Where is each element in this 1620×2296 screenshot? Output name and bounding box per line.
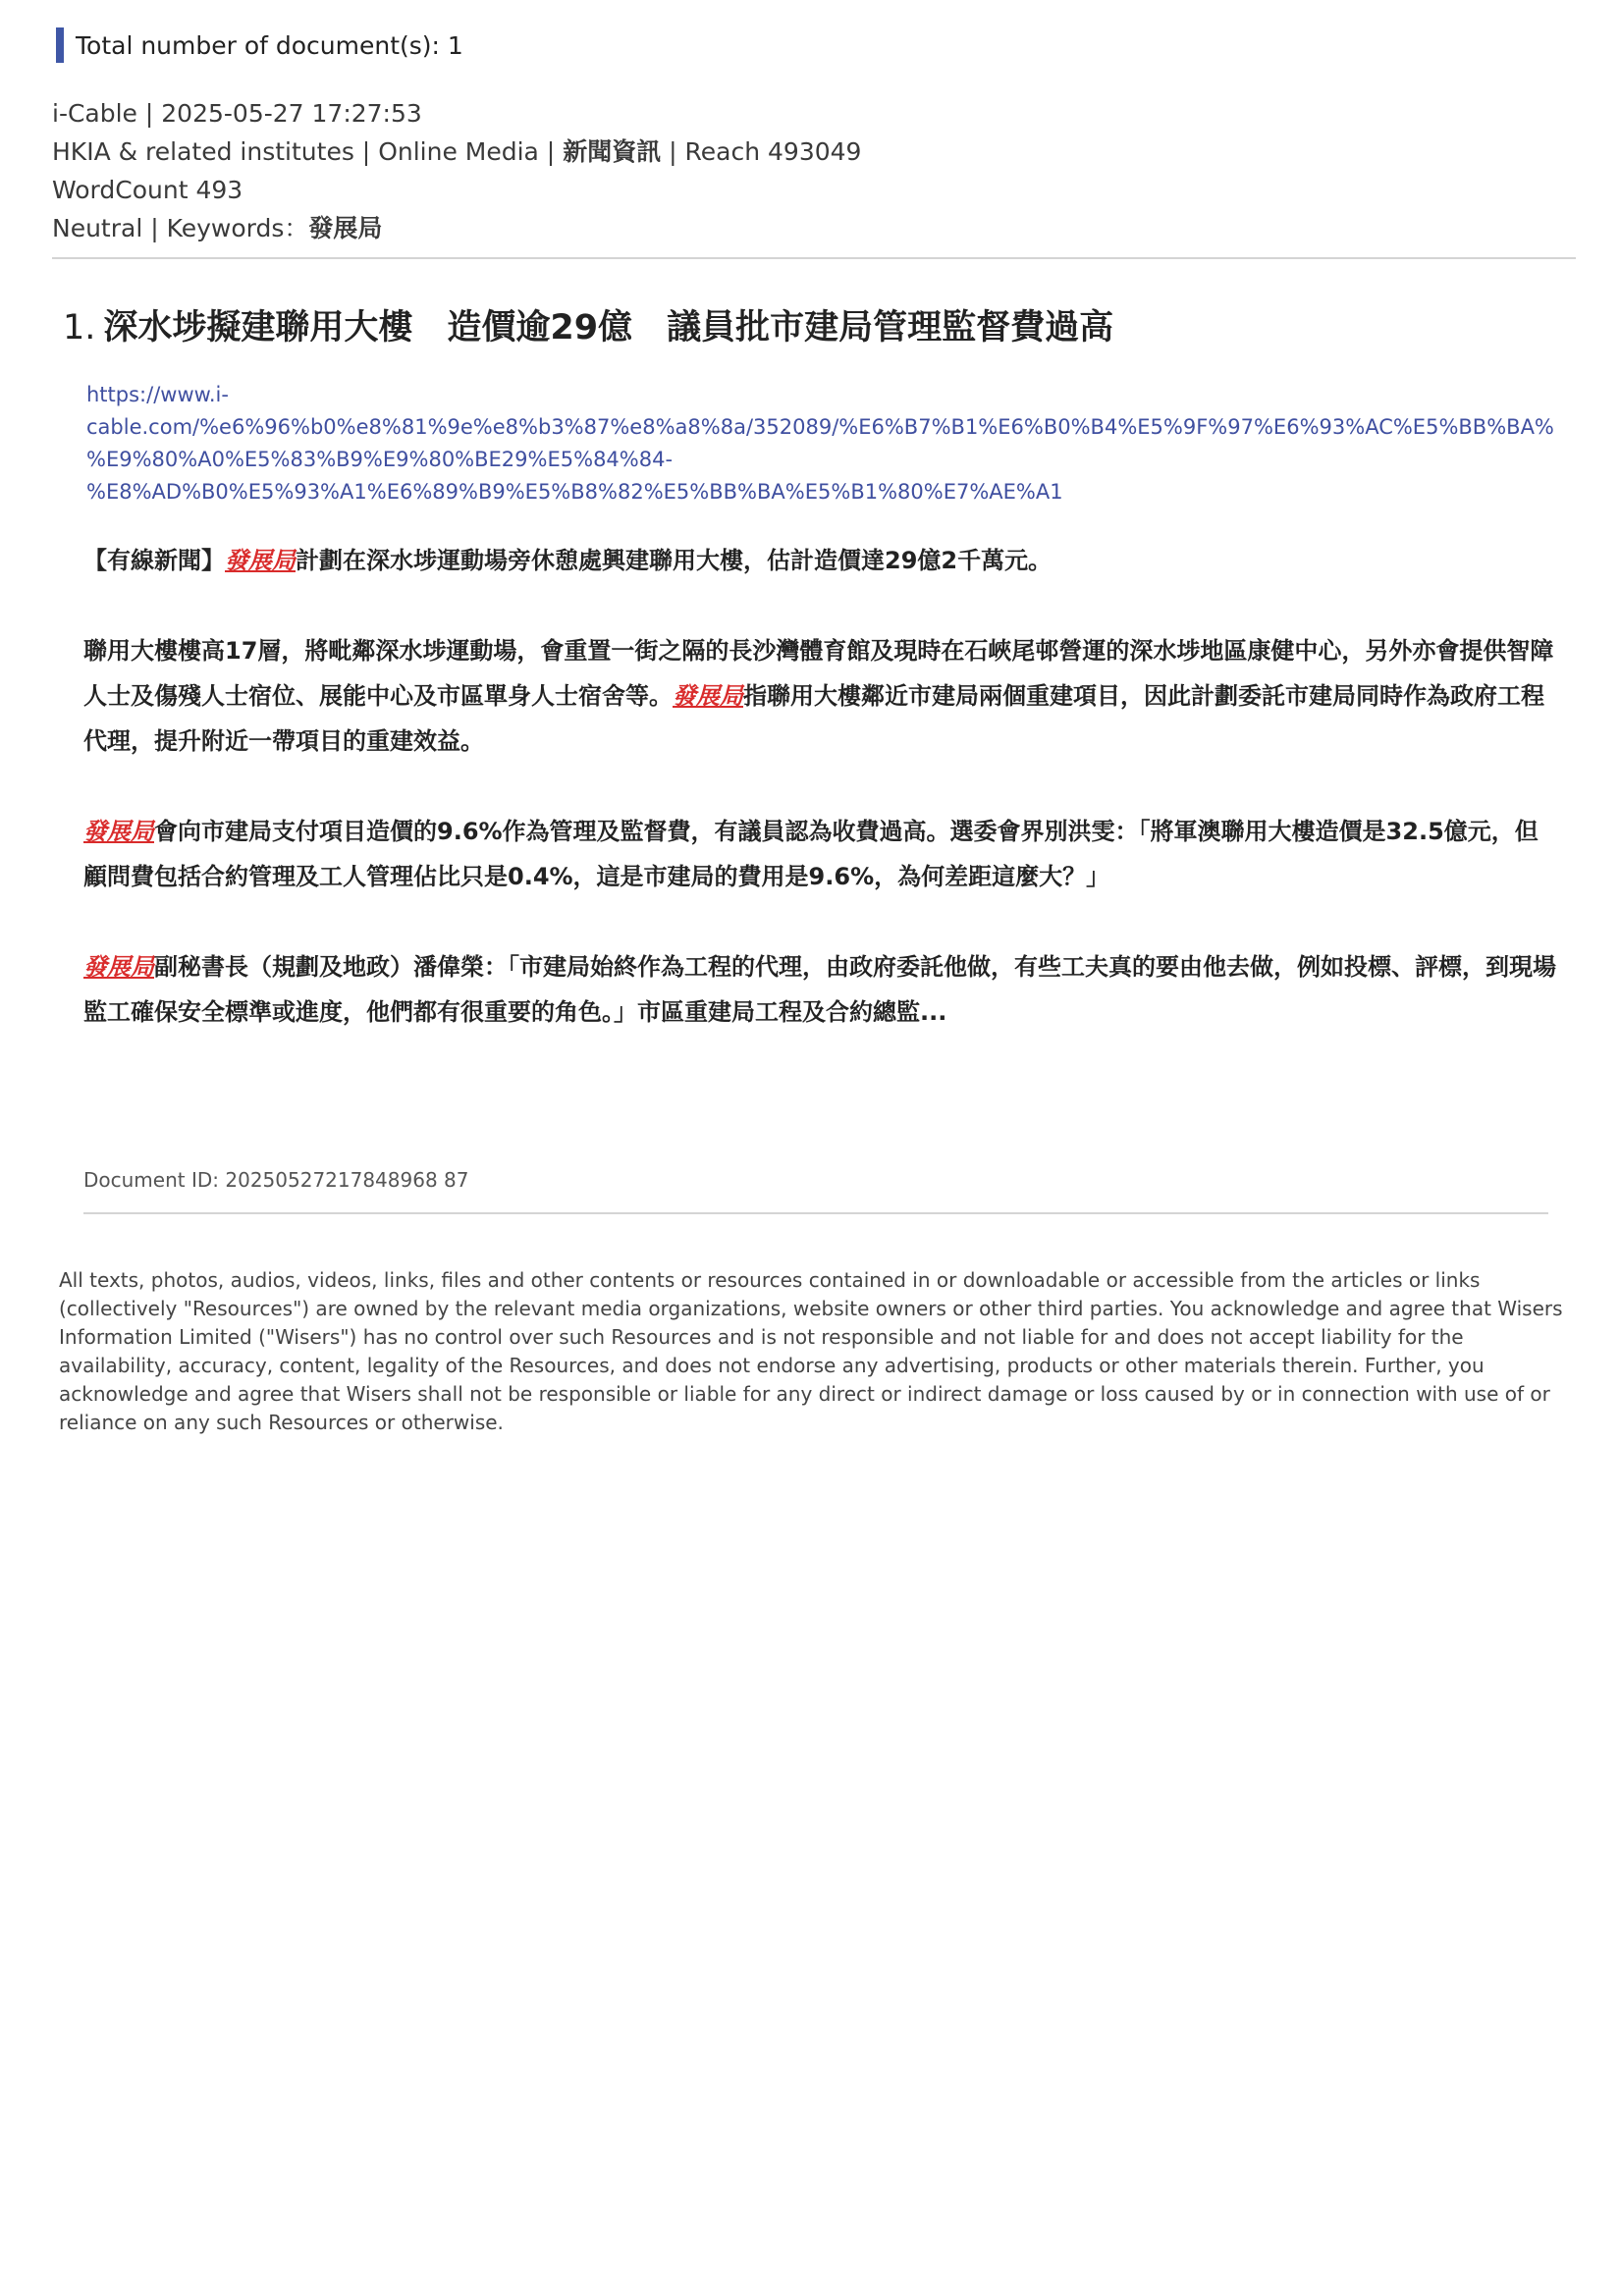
- meta-keyword: 發展局: [308, 214, 383, 242]
- url-line[interactable]: https://www.i-: [86, 383, 229, 406]
- paragraph-text: 會向市建局支付項目造價的9.6%作為管理及監督費，有議員認為收費過高。選委會界別洪雯：「將軍澳聯用大樓造價是32.5億元，但顧問費包括合約管理及工人管理佔比只是0.4%，這是市建局的費用是9.6%，為何差距這麼大？」: [83, 818, 1539, 890]
- disclaimer: All texts, photos, audios, videos, links, files and other contents or resources contained in or downloadable or accessible from the articles or links (collectively "Resources") are owned by the relevant media organizations, website owners or other third parties. You acknowledge and agree that Wisers Information Limited ("Wisers") has no control over such Resources and is not responsible and not liable for and does not accept liability for the availability, accuracy, content, legality of the Resources, and does not endorse any advertising, products or other materials therein. Further, you acknowledge and agree that Wisers shall not be responsible or liable for any direct or indirect damage or loss caused by or in connection with use of or reliance on any such Resources or otherwise.: [59, 1268, 1563, 1434]
- article-paragraph: [83, 809, 1556, 899]
- url-line[interactable]: %E9%80%A0%E5%83%B9%E9%80%BE29%E5%84%84-: [86, 448, 674, 471]
- meta-section: 新聞資訊: [563, 137, 662, 166]
- keyword-highlight: 發展局: [673, 682, 743, 710]
- article-body: [83, 538, 1556, 1080]
- paragraph-text: 副秘書長（規劃及地政）潘偉榮：「市建局始終作為工程的代理，由政府委託他做，有些工夫真的要由他去做，例如投標、評標，到現場監工確保安全標準或進度，他們都有很重要的角色。」市區重建局工程及合約總監...: [83, 953, 1556, 1026]
- meta-source-line: i-Cable | 2025-05-27 17:27:53: [52, 99, 422, 128]
- document-meta: [52, 94, 1574, 247]
- document-id: Document ID: 20250527217848968 87: [83, 1168, 469, 1192]
- divider: [52, 257, 1576, 259]
- article-title-text: 深水埗擬建聯用大樓 造價逾29億 議員批市建局管理監督費過高: [103, 308, 1114, 347]
- paragraph-text: 聯用大樓樓高17層，將毗鄰深水埗運動場，會重置一街之隔的長沙灣體育館及現時在石峽尾邨營運的深水埗地區康健中心，另外亦會提供智障人士及傷殘人士宿位、展能中心及市區單身人士宿舍等。: [83, 637, 1554, 710]
- url-line[interactable]: %E8%AD%B0%E5%93%A1%E6%89%B9%E5%B8%82%E5%BB%BA%E5%B1%80%E7%AE%A1: [86, 480, 1063, 504]
- article-url[interactable]: [86, 379, 1554, 508]
- url-line[interactable]: cable.com/%e6%96%b0%e8%81%9e%e8%b3%87%e8%a8%8a/352089/%E6%B7%B1%E6%B0%B4%E5%9F%97%E6%93%AC%E5%BB%BA%: [86, 415, 1554, 439]
- meta-group: HKIA & related institutes: [52, 137, 354, 166]
- divider: [83, 1212, 1548, 1214]
- meta-keywords-label: Keywords：: [166, 214, 309, 242]
- paragraph-text: 計劃在深水埗運動場旁休憩處興建聯用大樓，估計造價達29億2千萬元。: [296, 547, 1053, 574]
- article-paragraph: [83, 628, 1556, 764]
- meta-group-line: HKIA & related institutes | Online Media | 新聞資訊 | Reach 493049: [52, 137, 862, 166]
- meta-source: i-Cable: [52, 99, 137, 128]
- news-prefix: 【有線新聞】: [83, 547, 225, 574]
- total-documents: [56, 27, 463, 63]
- meta-datetime: 2025-05-27 17:27:53: [161, 99, 422, 128]
- meta-reach: Reach 493049: [684, 137, 862, 166]
- article-paragraph: [83, 538, 1556, 583]
- meta-sentiment: Neutral: [52, 214, 143, 242]
- article-title[interactable]: [63, 300, 1575, 349]
- keyword-highlight: 發展局: [83, 953, 154, 981]
- paragraph-text: 指聯用大樓鄰近市建局兩個重建項目，因此計劃委託市建局同時作為政府工程代理，提升附近一帶項目的重建效益。: [83, 682, 1544, 755]
- meta-sentiment-line: Neutral | Keywords：發展局: [52, 214, 383, 242]
- accent-bar: [56, 27, 64, 63]
- article-number: 1.: [63, 308, 96, 347]
- keyword-highlight: 發展局: [225, 547, 296, 574]
- meta-wordcount: WordCount 493: [52, 176, 243, 204]
- meta-wordcount-line: [52, 171, 1574, 209]
- total-documents-label: Total number of document(s): 1: [76, 30, 463, 60]
- article-paragraph: [83, 944, 1556, 1035]
- meta-media-type: Online Media: [378, 137, 539, 166]
- keyword-highlight: 發展局: [83, 818, 154, 845]
